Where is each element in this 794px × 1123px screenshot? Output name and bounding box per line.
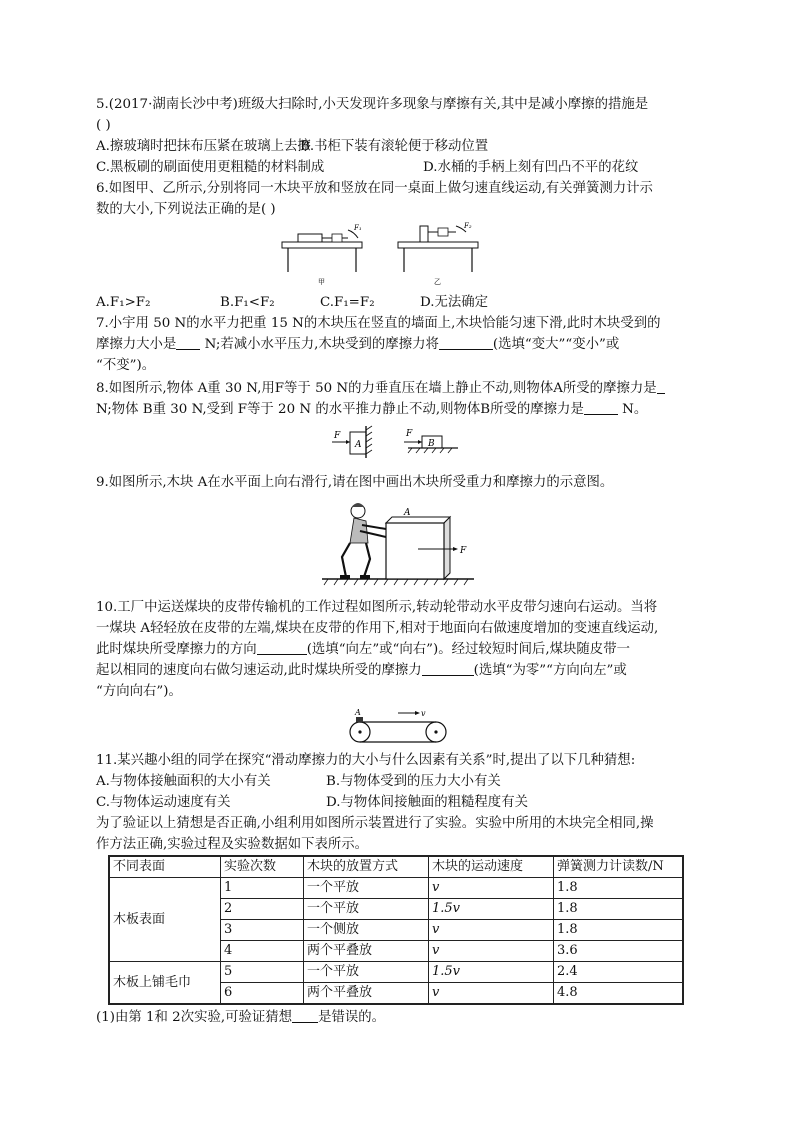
table-cell: 1.8 bbox=[554, 878, 684, 899]
table-cell: v bbox=[429, 941, 554, 962]
table-cell: 1 bbox=[221, 878, 304, 899]
figure-8-diagram bbox=[328, 424, 468, 458]
table-cell: v bbox=[429, 983, 554, 1005]
answer-blank-10b[interactable] bbox=[422, 661, 474, 676]
option-11c: C.与物体运动速度有关 bbox=[96, 795, 231, 810]
label-jia: 甲 bbox=[318, 278, 325, 286]
answer-blank-8b[interactable] bbox=[584, 400, 618, 415]
question-7-text-line2b: N;若减小水平压力,木块受到的摩擦力将 bbox=[204, 337, 439, 352]
table-right-figure bbox=[398, 222, 478, 286]
question-10-text-line3b: (选填“向左”或“向右”)。经过较短时间后,煤块随皮带一 bbox=[306, 642, 630, 657]
answer-blank-8a[interactable] bbox=[657, 379, 665, 394]
table-cell: 一个侧放 bbox=[304, 920, 429, 941]
question-6-text-line1: 6.如图甲、乙所示,分别将同一木块平放和竖放在同一桌面上做匀速直线运动,有关弹簧测力计示 bbox=[96, 181, 653, 196]
question-7-text-line2a: 摩擦力大小是 bbox=[96, 337, 177, 352]
table-header: 实验次数 bbox=[221, 856, 304, 878]
table-header: 弹簧测力计读数/N bbox=[554, 856, 684, 878]
figure-10 bbox=[96, 706, 700, 746]
question-7-text-line3: “不变”)。 bbox=[96, 358, 156, 373]
question-6 bbox=[96, 178, 700, 313]
block-b-label: B bbox=[428, 439, 435, 449]
table-group-label: 木板上铺毛巾 bbox=[109, 962, 221, 1005]
question-11-sub1b: 是错误的。 bbox=[318, 1010, 386, 1025]
question-11 bbox=[96, 750, 700, 1028]
question-10-text-line1: 10.工厂中运送煤块的皮带传输机的工作过程如图所示,转动轮带动水平皮带匀速向右运动。当将 bbox=[96, 600, 658, 615]
question-11-text-line1: 11.某兴趣小组的同学在探究“滑动摩擦力的大小与什么因素有关系”时,提出了以下几种猜想: bbox=[96, 753, 636, 768]
person-figure bbox=[340, 503, 386, 579]
answer-blank-10a[interactable] bbox=[257, 640, 307, 655]
question-8 bbox=[96, 378, 700, 458]
figure-9-push-box[interactable] bbox=[318, 497, 478, 593]
table-cell: v bbox=[429, 920, 554, 941]
question-9 bbox=[96, 472, 700, 593]
question-7-text-line1: 7.小宇用 50 N的水平力把重 15 N的木块压在竖直的墙面上,木块恰能匀速下滑,此时木块受到的 bbox=[96, 316, 661, 331]
question-6-text-line2: 数的大小,下列说法正确的是( ) bbox=[96, 202, 276, 217]
table-group-label: 木板表面 bbox=[109, 878, 221, 962]
question-9-text: 9.如图所示,木块 A在水平面上向右滑行,请在图中画出木块所受重力和摩擦力的示意图。 bbox=[96, 475, 614, 490]
question-11-sub1a: (1)由第 1和 2次实验,可验证猜想 bbox=[96, 1010, 293, 1025]
table-cell: 5 bbox=[221, 962, 304, 983]
option-6d: D.无法确定 bbox=[420, 295, 489, 310]
box-a bbox=[386, 508, 467, 579]
option-11a: A.与物体接触面积的大小有关 bbox=[96, 774, 271, 789]
table-row bbox=[109, 878, 683, 899]
table-cell: 2 bbox=[221, 899, 304, 920]
question-5-answer-bracket: ( ) bbox=[96, 118, 111, 133]
table-cell: 1.8 bbox=[554, 920, 684, 941]
question-8-text-line2a: N;物体 B重 30 N,受到 F等于 20 N 的水平推力静止不动,则物体B所受的摩擦力是 bbox=[96, 402, 584, 417]
answer-blank-7b[interactable] bbox=[439, 335, 493, 350]
experiment-table bbox=[108, 855, 684, 1005]
option-6b: B.F₁<F₂ bbox=[220, 295, 275, 310]
option-6a: A.F₁>F₂ bbox=[96, 295, 151, 310]
table-cell: 一个平放 bbox=[304, 962, 429, 983]
question-11-text-line4: 为了验证以上猜想是否正确,小组利用如图所示装置进行了实验。实验中所用的木块完全相同,操 bbox=[96, 816, 654, 831]
table-cell: 两个平叠放 bbox=[304, 941, 429, 962]
question-10-text-line2: 一煤块 A轻轻放在皮带的左端,煤块在皮带的作用下,相对于地面向右做速度增加的变速直线运动, bbox=[96, 621, 659, 636]
option-11d: D.与物体间接触面的粗糙程度有关 bbox=[326, 795, 528, 810]
table-cell: 1.5v bbox=[429, 899, 554, 920]
figure-9 bbox=[96, 497, 700, 593]
answer-blank-11-1[interactable] bbox=[292, 1008, 318, 1023]
table-row bbox=[109, 962, 683, 983]
question-5-text-line1: 5.(2017·湖南长沙中考)班级大扫除时,小天发现许多现象与摩擦有关,其中是减小摩擦的措施是 bbox=[96, 97, 649, 112]
option-5d: D.水桶的手柄上刻有凹凸不平的花纹 bbox=[423, 160, 639, 175]
table-cell: 1.5v bbox=[429, 962, 554, 983]
question-10-text-line3a: 此时煤块所受摩擦力的方向 bbox=[96, 642, 257, 657]
table-cell: 2.4 bbox=[554, 962, 684, 983]
question-7-text-line2c: (选填“变大”“变小”或 bbox=[492, 337, 620, 352]
block-a-label: A bbox=[355, 440, 362, 450]
table-left-figure bbox=[282, 224, 362, 286]
question-10-text-line4a: 起以相同的速度向右做匀速运动,此时煤块所受的摩擦力 bbox=[96, 663, 422, 678]
figure-6 bbox=[96, 220, 700, 290]
question-8-text-line1: 8.如图所示,物体 A重 30 N,用F等于 50 N的力垂直压在墙上静止不动,则物体A所受的摩擦力是 bbox=[96, 381, 657, 396]
table-cell: 6 bbox=[221, 983, 304, 1005]
velocity-v-label: v bbox=[421, 709, 426, 718]
table-header: 不同表面 bbox=[109, 856, 221, 878]
box-a-label: A bbox=[404, 508, 411, 518]
option-6c: C.F₁=F₂ bbox=[320, 295, 375, 310]
table-cell: 3 bbox=[221, 920, 304, 941]
question-10-text-line5: “方向向右”)。 bbox=[96, 684, 182, 699]
option-5b: B.书柜下装有滚轮便于移动位置 bbox=[300, 139, 489, 154]
table-cell: 一个平放 bbox=[304, 899, 429, 920]
coal-a-label: A bbox=[355, 708, 361, 717]
figure-8 bbox=[96, 424, 700, 458]
table-header-row bbox=[109, 856, 683, 878]
figure-6-tables bbox=[278, 220, 518, 290]
force-f2-label: F₂ bbox=[464, 222, 472, 230]
question-11-text-line5: 作方法正确,实验过程及实验数据如下表所示。 bbox=[96, 837, 369, 852]
table-header: 木块的运动速度 bbox=[429, 856, 554, 878]
table-cell: 4 bbox=[221, 941, 304, 962]
force-f1-label: F₁ bbox=[354, 224, 362, 232]
table-cell: 3.6 bbox=[554, 941, 684, 962]
option-5c: C.黑板刷的刷面使用更粗糙的材料制成 bbox=[96, 160, 325, 175]
table-cell: 4.8 bbox=[554, 983, 684, 1005]
floor-block-b bbox=[404, 429, 458, 453]
answer-blank-7a[interactable] bbox=[176, 335, 200, 350]
table-cell: 两个平叠放 bbox=[304, 983, 429, 1005]
force-f-label-b: F bbox=[406, 429, 413, 439]
table-cell: 一个平放 bbox=[304, 878, 429, 899]
wall-block-a bbox=[332, 426, 372, 458]
option-5a: A.擦玻璃时把抹布压紧在玻璃上去擦 bbox=[96, 139, 311, 154]
table-cell: 1.8 bbox=[554, 899, 684, 920]
question-10 bbox=[96, 597, 700, 746]
question-5 bbox=[96, 94, 700, 178]
label-yi: 乙 bbox=[434, 278, 441, 286]
question-8-text-line2b: N。 bbox=[622, 402, 648, 417]
table-cell: v bbox=[429, 878, 554, 899]
option-11b: B.与物体受到的压力大小有关 bbox=[326, 774, 501, 789]
question-10-text-line4b: (选填“为零”“方向向左”或 bbox=[473, 663, 627, 678]
figure-10-conveyor bbox=[338, 706, 458, 746]
table-header: 木块的放置方式 bbox=[304, 856, 429, 878]
force-f-label-a: F bbox=[334, 431, 341, 441]
question-7 bbox=[96, 313, 700, 376]
worksheet-page bbox=[96, 94, 700, 1028]
force-f-arrow-label: F bbox=[460, 546, 467, 556]
